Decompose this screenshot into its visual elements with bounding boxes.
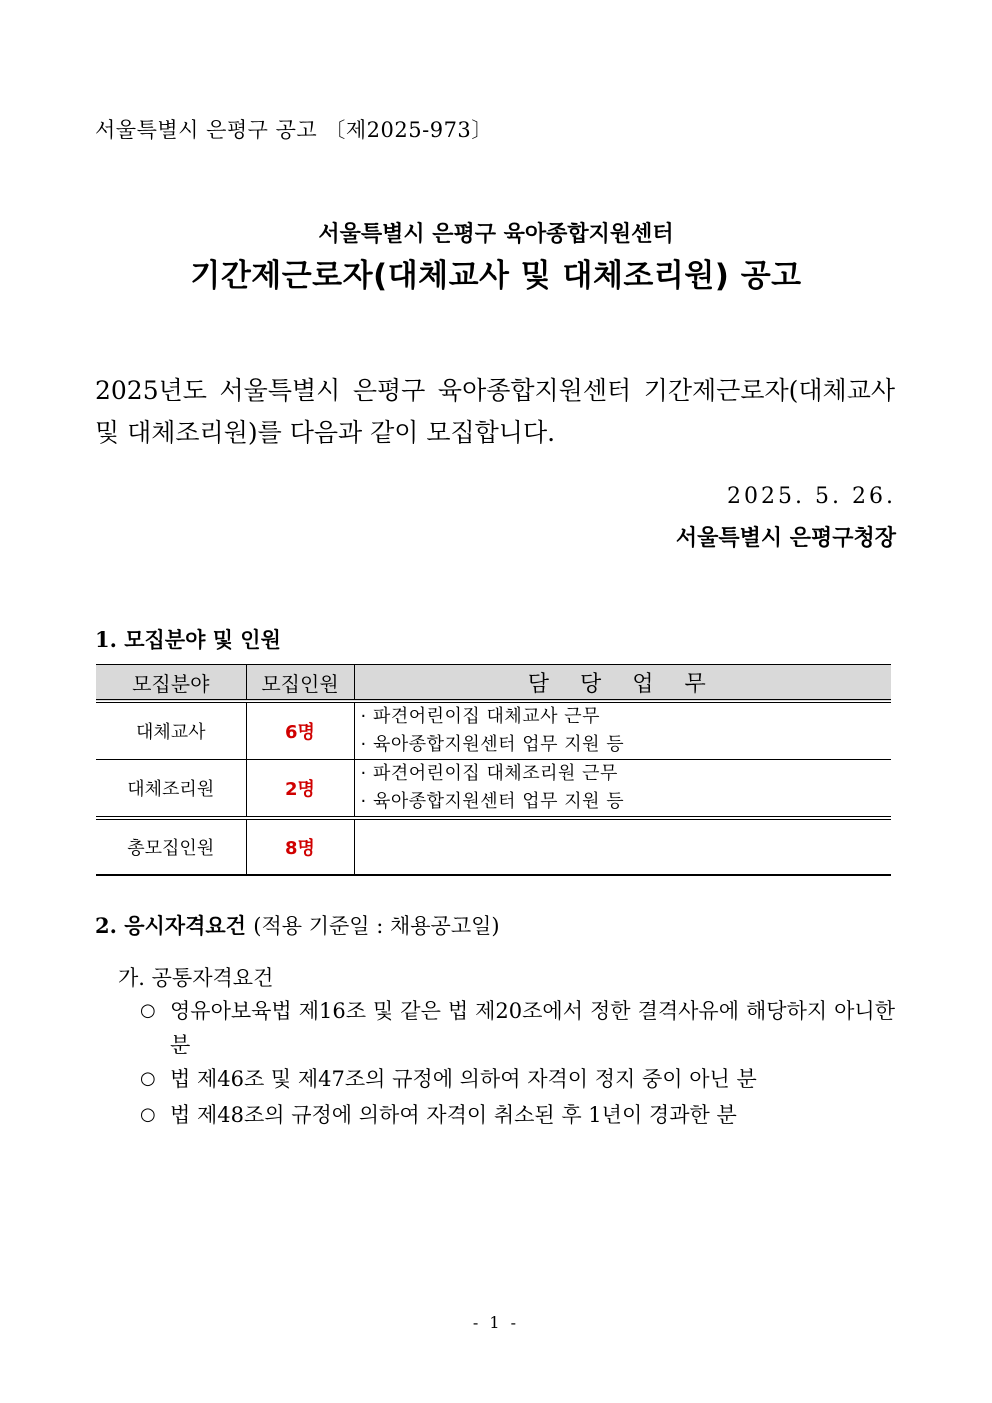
requirement-text: 법 제46조 및 제47조의 규정에 의하여 자격이 정지 중이 아닌 분: [170, 1067, 757, 1091]
total-empty-cell: [354, 818, 891, 875]
table-row: [96, 701, 891, 760]
list-item: [140, 994, 895, 1062]
subheading-common-requirements: 가. 공통자격요건: [118, 966, 274, 990]
column-header-field: 모집분야: [96, 665, 246, 702]
notice-title: 기간제근로자(대체교사 및 대체조리원) 공고: [190, 258, 802, 294]
total-count-cell: 8명: [246, 818, 354, 875]
count-cell: 2명: [246, 760, 354, 819]
field-cell: 대체교사: [96, 701, 246, 760]
circle-bullet-icon: ○: [140, 1104, 156, 1125]
duties-cell: [354, 701, 891, 760]
section-heading-qualifications: [95, 910, 500, 940]
duty-line: · 파견어린이집 대체교사 근무: [360, 706, 601, 727]
page-number: - 1 -: [472, 1313, 520, 1332]
intro-paragraph: 2025년도 서울특별시 은평구 육아종합지원센터 기간제근로자(대체교사 및 대체조리원)를 다음과 같이 모집합니다.: [95, 376, 895, 447]
requirement-text: 영유아보육법 제16조 및 같은 법 제20조에서 정한 결격사유에 해당하지 아니한 분: [170, 999, 895, 1057]
duty-line: · 파견어린이집 대체조리원 근무: [360, 763, 618, 784]
column-header-count: 모집인원: [246, 665, 354, 702]
notice-date: 2025. 5. 26.: [727, 484, 896, 509]
recruitment-table: [96, 664, 891, 876]
column-header-duties: 담 당 업 무: [354, 665, 891, 702]
duties-cell: [354, 760, 891, 819]
total-row: [96, 818, 891, 875]
duty-line: · 육아종합지원센터 업무 지원 등: [360, 734, 625, 755]
notice-signer: 서울특별시 은평구청장: [675, 525, 896, 551]
circle-bullet-icon: ○: [140, 1068, 156, 1089]
field-cell: 대체조리원: [96, 760, 246, 819]
qualifications-heading-text: 2. 응시자격요건: [95, 913, 246, 938]
circle-bullet-icon: ○: [140, 1000, 156, 1021]
duty-line: · 육아종합지원센터 업무 지원 등: [360, 791, 625, 812]
requirement-text: 법 제48조의 규정에 의하여 자격이 취소된 후 1년이 경과한 분: [170, 1103, 737, 1127]
table-row: [96, 760, 891, 819]
list-item: [140, 1098, 895, 1132]
notice-subtitle: 서울특별시 은평구 육아종합지원센터: [318, 222, 674, 247]
notice-number: 서울특별시 은평구 공고 〔제2025-973〕: [95, 118, 493, 142]
table-header-row: [96, 665, 891, 702]
section-heading-recruitment: 1. 모집분야 및 인원: [95, 627, 281, 652]
total-label-cell: 총모집인원: [96, 818, 246, 875]
qualifications-heading-note: (적용 기준일 : 채용공고일): [253, 914, 500, 938]
count-cell: 6명: [246, 701, 354, 760]
list-item: [140, 1062, 895, 1096]
